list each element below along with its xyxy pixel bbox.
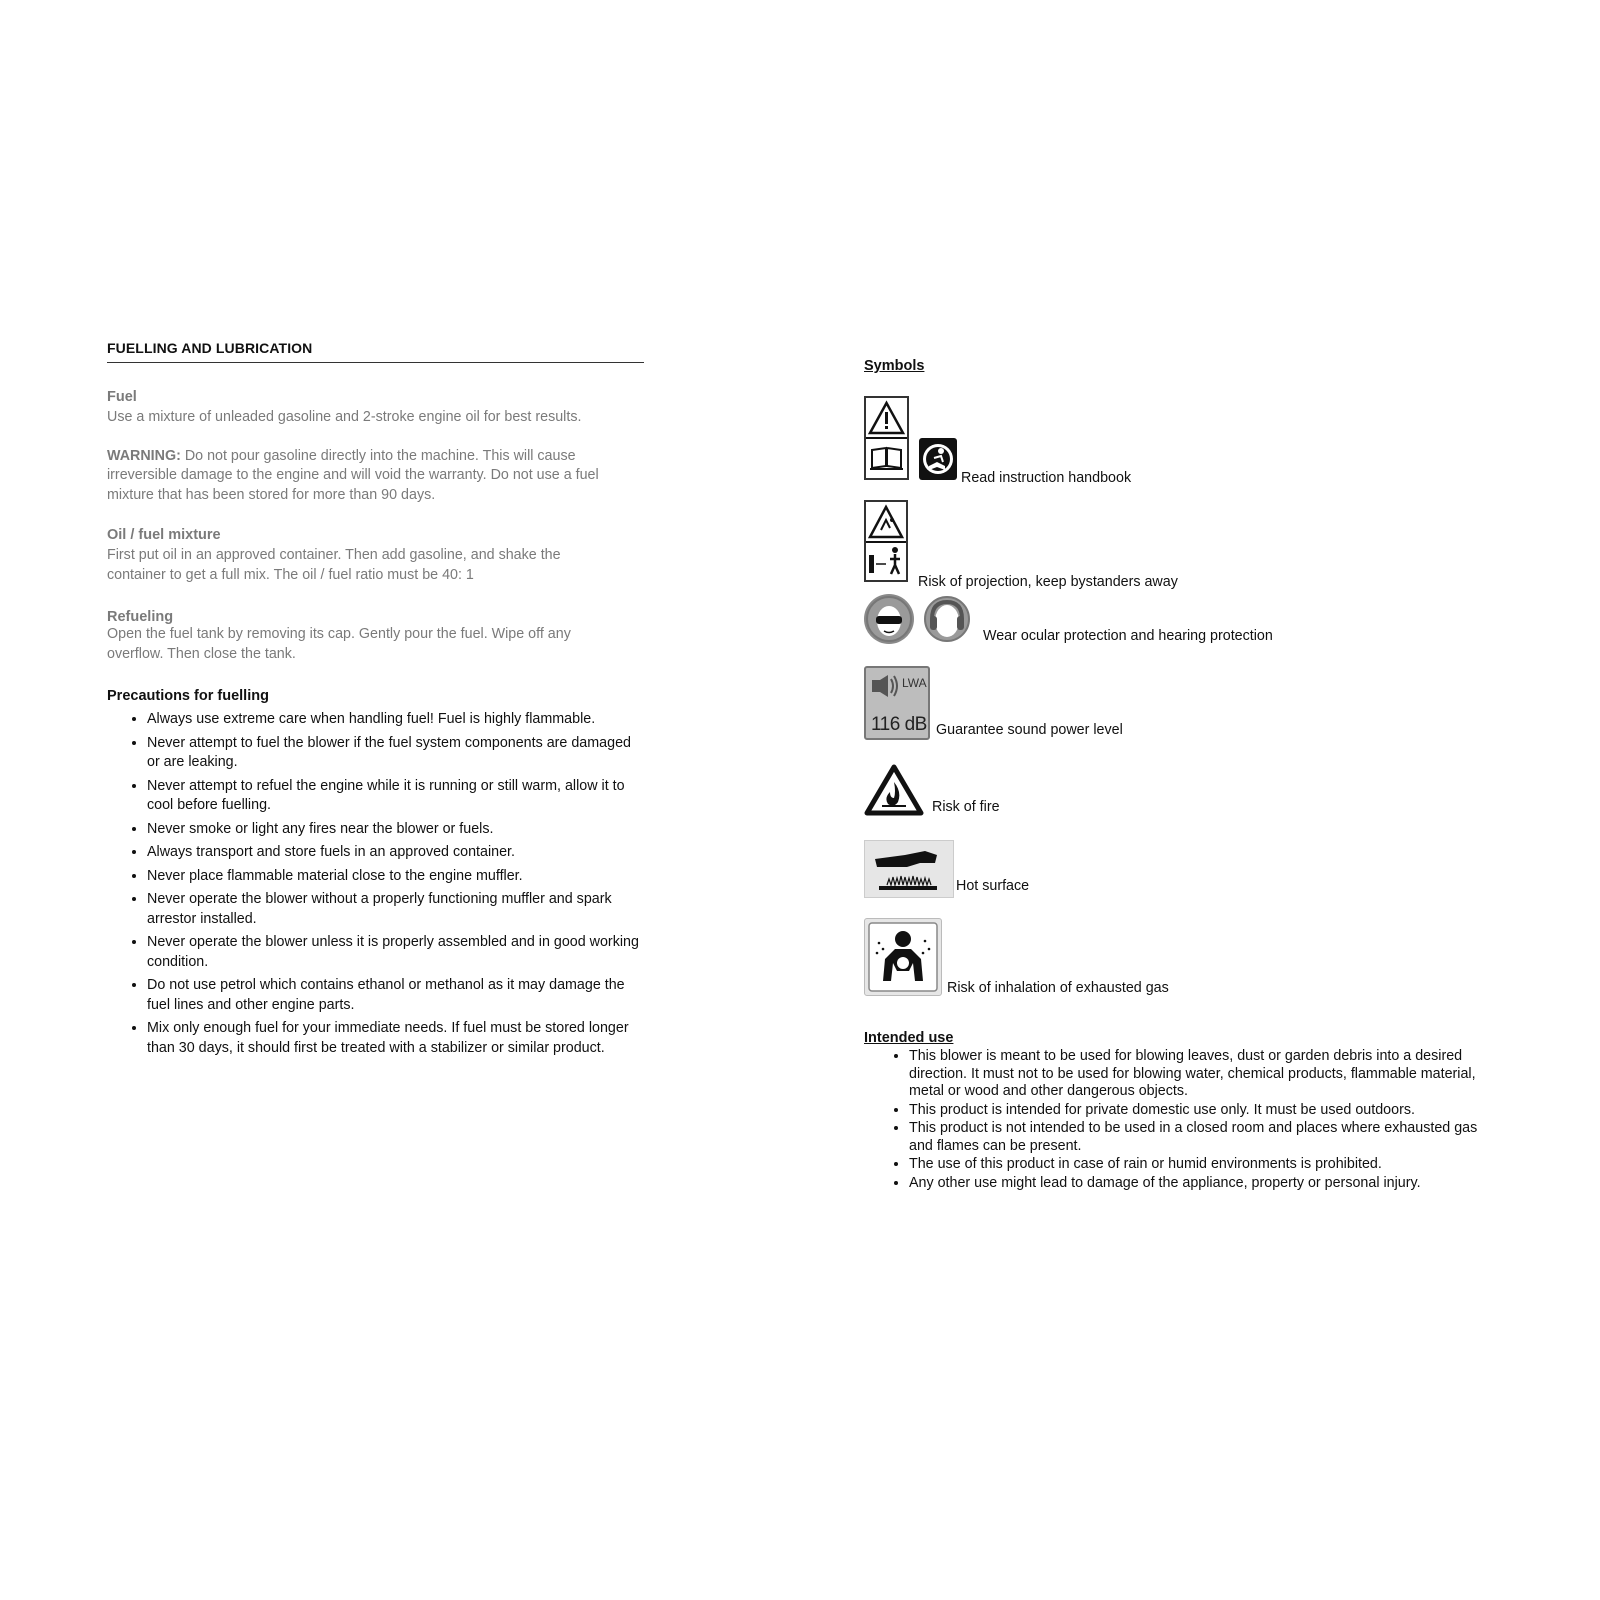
precautions-heading: Precautions for fuelling <box>107 688 269 704</box>
list-item: • Never operate the blower without a properly functioning muffler and spark arrestor installed. <box>147 890 647 929</box>
hot-surface-label: Hot surface <box>956 878 1030 894</box>
sound-value: 116 dB <box>871 714 927 735</box>
fuel-warning <box>107 447 627 506</box>
sound-power-label: Guarantee sound power level <box>936 722 1123 738</box>
list-item: • This product is intended for private domestic use only. It must be used outdoors. <box>909 1102 1504 1120</box>
section-title: FUELLING AND LUBRICATION <box>107 340 644 363</box>
refueling-heading: Refueling <box>107 609 174 625</box>
sound-lwa-label: LWA <box>902 676 927 690</box>
list-item: • Always use extreme care when handling fuel! Fuel is highly flammable. <box>147 710 647 730</box>
list-item: • Never smoke or light any fires near the blower or fuels. <box>147 820 647 840</box>
read-manual-icon <box>919 438 957 480</box>
fire-warning-icon <box>864 764 924 816</box>
projection-label: Risk of projection, keep bystanders away <box>918 574 1178 590</box>
inhalation-icon <box>864 918 942 996</box>
list-item: • Mix only enough fuel for your immediate needs. If fuel must be stored longer than 30 days, it should first be treated with a stabilizer or similar product. <box>147 1019 647 1058</box>
precautions-list <box>107 710 647 1058</box>
warning-text: Do not pour gasoline directly into the machine. This will cause irreversible damage to the engine and will void the warranty. Do not use a fuel mixture that has been stored for more than 90 days. <box>107 447 599 503</box>
right-column <box>864 358 1524 1218</box>
refueling-text: Open the fuel tank by removing its cap. Gently pour the fuel. Wipe off any overflow. Then close the tank. <box>107 626 571 662</box>
intended-use-list <box>864 1048 1504 1192</box>
fuel-section <box>107 389 647 505</box>
inhalation-label: Risk of inhalation of exhausted gas <box>947 980 1169 996</box>
intended-use-heading: Intended use <box>864 1030 954 1046</box>
list-item: • Never attempt to fuel the blower if the fuel system components are damaged or are leaking. <box>147 734 647 773</box>
list-item: • Never attempt to refuel the engine while it is running or still warm, allow it to cool before fuelling. <box>147 777 647 816</box>
hot-surface-icon <box>864 840 954 898</box>
list-item: • This product is not intended to be used in a closed room and places where exhausted gas and flames can be present. <box>909 1120 1504 1155</box>
mixture-heading: Oil / fuel mixture <box>107 527 221 543</box>
fire-label: Risk of fire <box>932 799 1000 815</box>
mixture-section <box>107 527 647 585</box>
fuel-text: Use a mixture of unleaded gasoline and 2-stroke engine oil for best results. <box>107 409 582 425</box>
list-item: • This blower is meant to be used for blowing leaves, dust or garden debris into a desired direction. It must not to be used for blowing water, chemical products, flammable material, metal or wood and other dangerous objects. <box>909 1048 1504 1101</box>
intended-use-section <box>864 1030 1504 1193</box>
refueling-section <box>107 609 647 664</box>
mixture-text: First put oil in an approved container. Then add gasoline, and shake the container to get a full mix. The oil / fuel ratio must be 40: 1 <box>107 547 561 583</box>
precautions-section <box>107 688 647 1058</box>
fuel-heading: Fuel <box>107 389 137 405</box>
protection-label: Wear ocular protection and hearing protection <box>983 628 1273 644</box>
left-column <box>107 340 647 1062</box>
eye-protection-icon <box>864 594 914 644</box>
warning-label: WARNING: <box>107 447 181 464</box>
read-handbook-label: Read instruction handbook <box>961 470 1132 486</box>
sound-power-icon <box>864 666 930 740</box>
list-item: • Never operate the blower unless it is properly assembled and in good working condition. <box>147 933 647 972</box>
list-item: • Always transport and store fuels in an approved container. <box>147 843 647 863</box>
hearing-protection-icon <box>922 594 972 644</box>
warning-manual-icon <box>864 396 909 480</box>
symbols-heading: Symbols <box>864 358 925 374</box>
list-item: • Do not use petrol which contains ethanol or methanol as it may damage the fuel lines and other engine parts. <box>147 976 647 1015</box>
list-item: • The use of this product in case of rain or humid environments is prohibited. <box>909 1156 1504 1174</box>
list-item: • Any other use might lead to damage of the appliance, property or personal injury. <box>909 1175 1504 1193</box>
projection-warning-icon <box>864 500 908 582</box>
list-item: • Never place flammable material close to the engine muffler. <box>147 867 647 887</box>
